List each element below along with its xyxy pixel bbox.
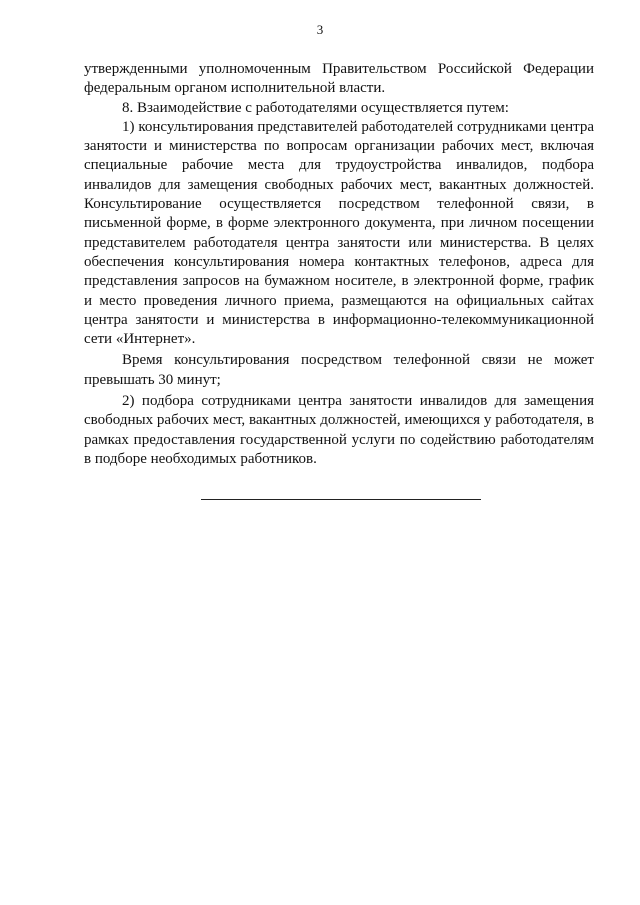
paragraph-consultation-time: Время консультирования посредством телефонной связи не может превышать 30 минут; bbox=[84, 352, 594, 388]
document-body bbox=[84, 60, 594, 469]
paragraph-subitem-1: 1) консультирования представителей работодателей сотрудниками центра занятости и министерства по вопросам организации рабочих мест, включая специальные рабочие места для трудоустройства инвалидов, подбора инвалидов для замещения свободных рабочих мест, вакантных должностей. Консультирование осуществляется посредством телефонной связи, в письменной форме, в форме электронного документа, при личном посещении представителем работодателя центра занятости или министерства. В целях обеспечения консультирования номера контактных телефонов, адреса для представления запросов на бумажном носителе, в электронной форме, график и место проведения личного приема, размещаются на официальных сайтах центра занятости и министерства в информационно-телекоммуникационной сети «Интернет». bbox=[84, 118, 594, 348]
end-of-text-rule bbox=[201, 499, 481, 500]
paragraph-continuation: утвержденными уполномоченным Правительством Российской Федерации федеральным органом исполнительной власти. bbox=[84, 61, 594, 97]
page-number: 3 bbox=[316, 22, 324, 37]
paragraph-subitem-2: 2) подбора сотрудниками центра занятости инвалидов для замещения свободных рабочих мест, вакантных должностей, имеющихся у работодателя, в рамках предоставления государственной услуги по содействию работодателям в подборе необходимых работников. bbox=[84, 393, 594, 467]
paragraph-item-8: 8. Взаимодействие с работодателями осуществляется путем: bbox=[122, 99, 509, 116]
